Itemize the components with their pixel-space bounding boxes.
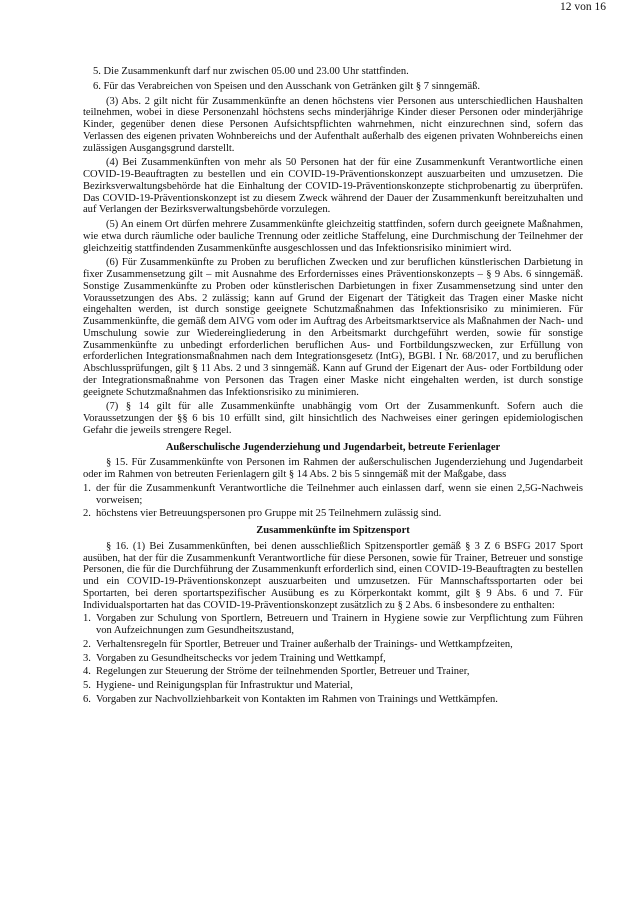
- list-item: [83, 508, 583, 520]
- page-number: 12 von 16: [560, 1, 606, 13]
- list-item-number: 2.: [83, 638, 91, 650]
- list-item-number: 4.: [83, 666, 91, 678]
- list-item: [83, 680, 583, 692]
- section-15-text: § 15. Für Zusammenkünfte von Personen im Rahmen der außerschulischen Jugenderziehung und Jugendarbeit oder im Rahmen von betreuten Ferienlagern gilt § 14 Abs. 2 bis 5 sinngemäß mit der Maßgabe, dass: [83, 457, 583, 480]
- paragraph-6: (6) Für Zusammenkünfte zu Proben zu beruflichen Zwecken und zur beruflichen künstlerischen Darbietung in fixer Zusammensetzung gilt – mit Ausnahme des Erfordernisses eines Präventionskonzepts – § 9 Abs. 6 sinngemäß. Sonstige Zusammenkünfte zu Proben oder künstlerischen Darbietungen in fixer Zusammensetzung sind unter den Voraussetzungen des Abs. 2 zulässig; kann auf Grund der Eigenart der Tätigkeit das Tragen einer Maske nicht eingehalten werden, ist durch sonstige geeignete Schutzmaßnahmen das Infektionsrisiko zu minimieren. Für Zusammenkünfte, die gemäß dem AlVG vom oder im Auftrag des Arbeitsmarktservice als Maßnahmen der Nach- und Umschulung sowie zur Wiedereingliederung in den Arbeitsmarkt durchgeführt werden, sowie für sonstige Zusammenkünfte zu unbedingt erforderlichen beruflichen Aus- und Fortbildungszwecken, zur Erfüllung von erforderlichen Integrationsmaßnahmen nach dem Integrationsgesetz (IntG), BGBl. I Nr. 68/2017, und zu beruflichen Abschlussprüfungen, gilt § 11 Abs. 2 und 3 sinngemäß. Kann auf Grund der Eigenart der Aus- oder Fortbildung oder der Integrationsmaßnahme von Personen das Tragen einer Maske nicht eingehalten werden, ist durch sonstige geeignete Schutzmaßnahmen das Infektionsrisiko zu minimieren.: [83, 257, 583, 398]
- section-heading-spitzensport: Zusammenkünfte im Spitzensport: [256, 525, 410, 536]
- list-item: [83, 653, 583, 665]
- paragraph-7: (7) § 14 gilt für alle Zusammenkünfte unabhängig vom Ort der Zusammenkunft. Sofern auch die Voraussetzungen der §§ 6 bis 10 erfüllt sind, gilt hinsichtlich des Nachweises einer geringen epidemiologischen Gefahr die jeweils strengere Regel.: [83, 401, 583, 436]
- list-item-text: Vorgaben zur Nachvollziehbarkeit von Kontakten im Rahmen von Trainings und Wettkämpfen.: [96, 693, 498, 705]
- list-item-text: Regelungen zur Steuerung der Ströme der teilnehmenden Sportler, Betreuer und Trainer,: [96, 666, 470, 678]
- document-body: [83, 66, 583, 708]
- list-item-number: 1.: [83, 482, 91, 494]
- list-item-text: Vorgaben zur Schulung von Sportlern, Betreuern und Trainern in Hygiene sowie zur Verpflichtung zum Führen von Aufzeichnungen zum Gesundheitszustand,: [96, 613, 583, 636]
- list-item: [83, 666, 583, 678]
- section-16-text: § 16. (1) Bei Zusammenkünften, bei denen ausschließlich Spitzensportler gemäß § 3 Z 6 BSFG 2017 Sport ausüben, hat der für die Zusammenkunft Verantwortliche für diese Personen, sowie für Trainer, Betreuer und sonstige Personen, die für die Durchführung der Zusammenkunft erforderlich sind, einen COVID-19-Beauftragten zu bestellen und ein COVID-19-Präventionskonzept auszuarbeiten und umzusetzen. Für Mannschaftssportarten oder bei Sportarten, bei deren sportartspezifischer Ausübung es zu Körperkontakt kommt, gilt § 9 Abs. 6 und 7. Für Individualsportarten hat das COVID-19-Präventionskonzept zusätzlich zu § 2 Abs. 6 insbesondere zu enthalten:: [83, 540, 583, 611]
- numbered-list-conditions: [83, 66, 583, 93]
- list-item-text: Vorgaben zu Gesundheitschecks vor jedem Training und Wettkampf,: [96, 652, 386, 664]
- list-item: 6. Für das Verabreichen von Speisen und den Ausschank von Getränken gilt § 7 sinngemäß.: [93, 80, 481, 92]
- list-item-text: höchstens vier Betreuungspersonen pro Gruppe mit 25 Teilnehmern zulässig sind.: [96, 508, 442, 520]
- list-item-number: 5.: [83, 680, 91, 691]
- list-item-text: der für die Zusammenkunft Verantwortliche die Teilnehmer auch einlassen darf, wenn sie einen 2,5G-Nachweis vorweisen;: [96, 482, 583, 506]
- list-item-text: Verhaltensregeln für Sportler, Betreuer und Trainer außerhalb der Trainings- und Wettkampfzeiten,: [96, 638, 513, 650]
- list-item: 5. Die Zusammenkunft darf nur zwischen 05.00 und 23.00 Uhr stattfinden.: [93, 66, 409, 77]
- list-item: [83, 694, 583, 706]
- list-item-number: 3.: [83, 652, 91, 664]
- section-15-list: [83, 483, 583, 520]
- section-heading-jugendarbeit: Außerschulische Jugenderziehung und Jugendarbeit, betreute Ferienlager: [165, 441, 501, 453]
- list-item-number: 2.: [83, 508, 91, 520]
- list-item-text: Hygiene- und Reinigungsplan für Infrastruktur und Material,: [96, 680, 353, 691]
- paragraph-3: (3) Abs. 2 gilt nicht für Zusammenkünfte an denen höchstens vier Personen aus unterschiedlichen Haushalten teilnehmen, wobei in diese Personenzahl höchstens sechs minderjährige Kinder dieser Personen oder minderjährige Kinder, gegenüber denen diese Personen Aufsichtspflichten wahrnehmen, nicht einzurechnen sind, sofern das Verlassen des eigenen privaten Wohnbereichs und der Aufenthalt außerhalb des eigenen privaten Wohnbereichs einen zulässigen Ausgangsgrund darstellt.: [83, 95, 583, 154]
- list-item: [83, 613, 583, 637]
- list-item: [83, 483, 583, 507]
- section-16-list: [83, 613, 583, 705]
- list-item-number: 1.: [83, 613, 91, 625]
- list-item: [83, 639, 583, 651]
- paragraph-5: (5) An einem Ort dürfen mehrere Zusammenkünfte gleichzeitig stattfinden, sofern durch geeignete Maßnahmen, wie etwa durch räumliche oder bauliche Trennung oder zeitliche Staffelung, eine Durchmischung der Teilnehmer der gleichzeitig stattfindenden Zusammenkünfte ausgeschlossen und das Infektionsrisiko minimiert wird.: [83, 219, 583, 254]
- list-item-number: 6.: [83, 693, 91, 705]
- paragraph-4: (4) Bei Zusammenkünften von mehr als 50 Personen hat der für eine Zusammenkunft Verantwortliche einen COVID-19-Beauftragten zu bestellen und ein COVID-19-Präventionskonzept auszuarbeiten und umzusetzen. Die Bezirksverwaltungsbehörde hat die Einhaltung der COVID-19-Präventionskonzepte stichprobenartig zu überprüfen. Das COVID-19-Präventionskonzept ist zu diesem Zweck während der Dauer der Zusammenkunft bereitzuhalten und auf Verlangen der Bezirksverwaltungsbehörde vorzulegen.: [83, 157, 583, 216]
